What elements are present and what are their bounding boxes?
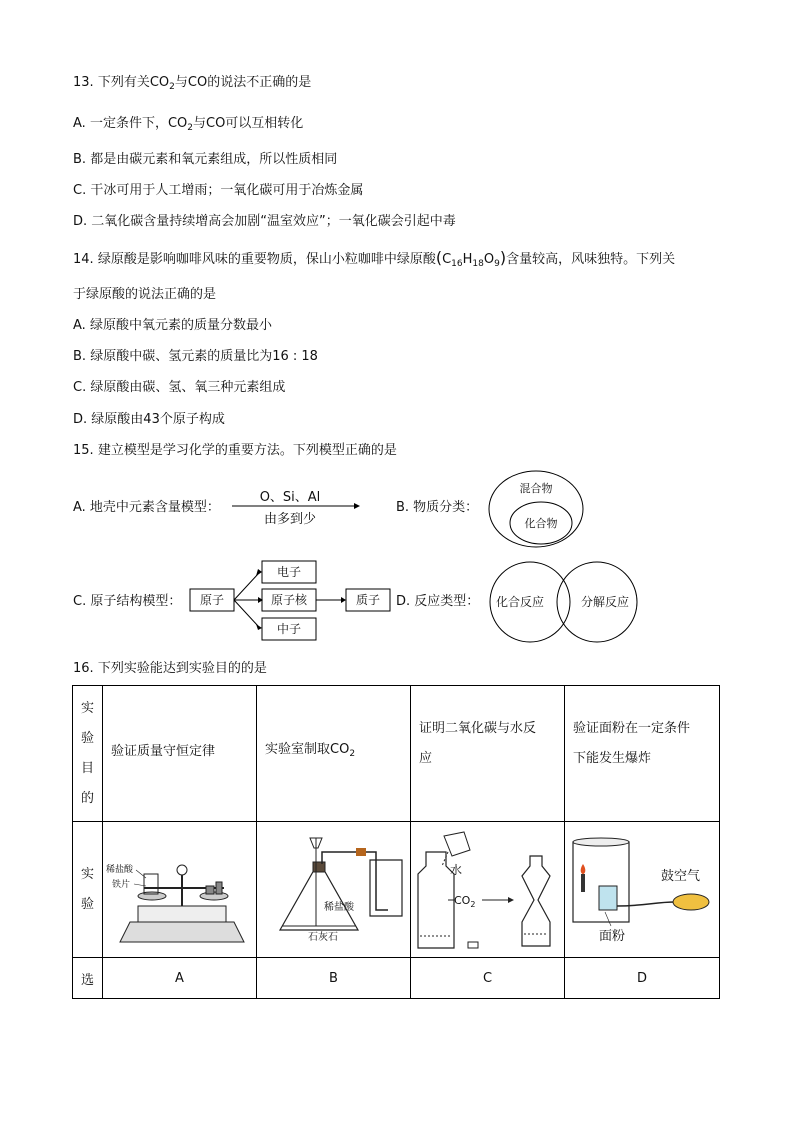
choice-d: D [565, 958, 720, 999]
bottle-water-label: 水 [449, 862, 462, 877]
q15-c-neutron-label: 中子 [276, 622, 302, 636]
q15-a-bottom-label: 由多到少 [263, 512, 317, 527]
q15-d-right-label: 分解反应 [580, 595, 630, 609]
q13-option-a: A. 一定条件下，$CO_2$与CO可以互相转化 [73, 116, 304, 133]
q15-b-outer-label: 混合物 [519, 482, 553, 495]
flour-label: 面粉 [599, 928, 626, 944]
q15-a-arrowhead [354, 503, 360, 509]
q15-c-nucleus-label: 原子核 [270, 593, 308, 607]
q14-option-d: D. 绿原酸由43个原子构成 [73, 412, 225, 427]
experiment-cell-a [103, 822, 257, 958]
q15-option-c-label: C. 原子结构模型： [73, 594, 182, 609]
generator-stone-label: 石灰石 [307, 931, 338, 943]
flour-air-label: 鼓空气 [661, 868, 701, 884]
choice-row-header: 选 [73, 958, 103, 999]
q15-c-electron-label: 电子 [276, 565, 302, 579]
q15-a-top-label: O、Si、Al [259, 490, 321, 505]
q13-stem: 13. 下列有关$CO_2$与CO的说法不正确的是 [73, 75, 312, 92]
q15-c-proton-label: 质子 [355, 593, 381, 607]
bottle-co2-label: $CO_2$ [453, 893, 475, 909]
table-row-purpose [73, 686, 720, 822]
q15-a-arrow-diagram [228, 484, 368, 532]
choice-b: B [257, 958, 411, 999]
choice-a: A [103, 958, 257, 999]
q15-b-venn [486, 468, 586, 550]
q14-option-c: C. 绿原酸由碳、氢、氧三种元素组成 [73, 380, 286, 395]
q15-option-d-label: D. 反应类型： [396, 594, 480, 609]
purpose-cell-c: 证明二氧化碳与水反 应 [411, 686, 565, 822]
experiment-cell-c [411, 822, 565, 958]
purpose-cell-a: 验证质量守恒定律 [103, 686, 257, 822]
q14-option-b: B. 绿原酸中碳、氢元素的质量比为16 : 18 [73, 349, 318, 364]
purpose-cell-b: 实验室制取$CO_2$ [257, 686, 411, 822]
generator-acid-label: 稀盐酸 [323, 901, 354, 913]
balance-apparatus-figure [104, 830, 256, 950]
experiment-cell-d [565, 822, 720, 958]
q13-option-b: B. 都是由碳元素和氧元素组成，所以性质相同 [73, 152, 338, 167]
q15-c-atom-diagram [186, 558, 394, 644]
q14-stem-line2: 于绿原酸的说法正确的是 [73, 287, 217, 302]
q15-option-b-label: B. 物质分类： [396, 500, 479, 515]
table-row-experiment [73, 822, 720, 958]
q16-stem: 16. 下列实验能达到实验目的的是 [73, 661, 267, 676]
q16-experiment-table [72, 685, 720, 999]
table-row-choice [73, 958, 720, 999]
q15-d-left-label: 化合反应 [495, 595, 545, 609]
experiment-row-header: 实 验 [73, 822, 103, 958]
balance-iron-label: 铁片 [111, 879, 130, 890]
purpose-row-header: 实 验 目 的 [73, 686, 103, 822]
balance-acid-label: 稀盐酸 [105, 864, 133, 875]
gas-generator-figure [258, 830, 410, 950]
q15-stem: 15. 建立模型是学习化学的重要方法。下列模型正确的是 [73, 443, 397, 458]
purpose-cell-d: 验证面粉在一定条件 下能发生爆炸 [565, 686, 720, 822]
choice-c: C [411, 958, 565, 999]
q15-c-atom-label: 原子 [199, 593, 225, 607]
experiment-cell-b [257, 822, 411, 958]
bottle-experiment-figure [412, 830, 564, 950]
q13-option-c: C. 干冰可用于人工增雨；一氧化碳可用于冶炼金属 [73, 183, 364, 198]
q15-b-inner-label: 化合物 [524, 517, 558, 530]
q13-option-d: D. 二氧化碳含量持续增高会加剧“温室效应”；一氧化碳会引起中毒 [73, 214, 456, 229]
flour-explosion-figure [565, 830, 719, 950]
q15-d-venn [484, 558, 644, 646]
q15-option-a-label: A. 地壳中元素含量模型： [73, 500, 220, 515]
q14-option-a: A. 绿原酸中氧元素的质量分数最小 [73, 318, 272, 333]
q14-stem: 14. 绿原酸是影响咖啡风味的重要物质，保山小粒咖啡中绿原酸$(C_{16}H_{18}O_9)$含量较高，风味独特。下列关 [73, 248, 676, 269]
